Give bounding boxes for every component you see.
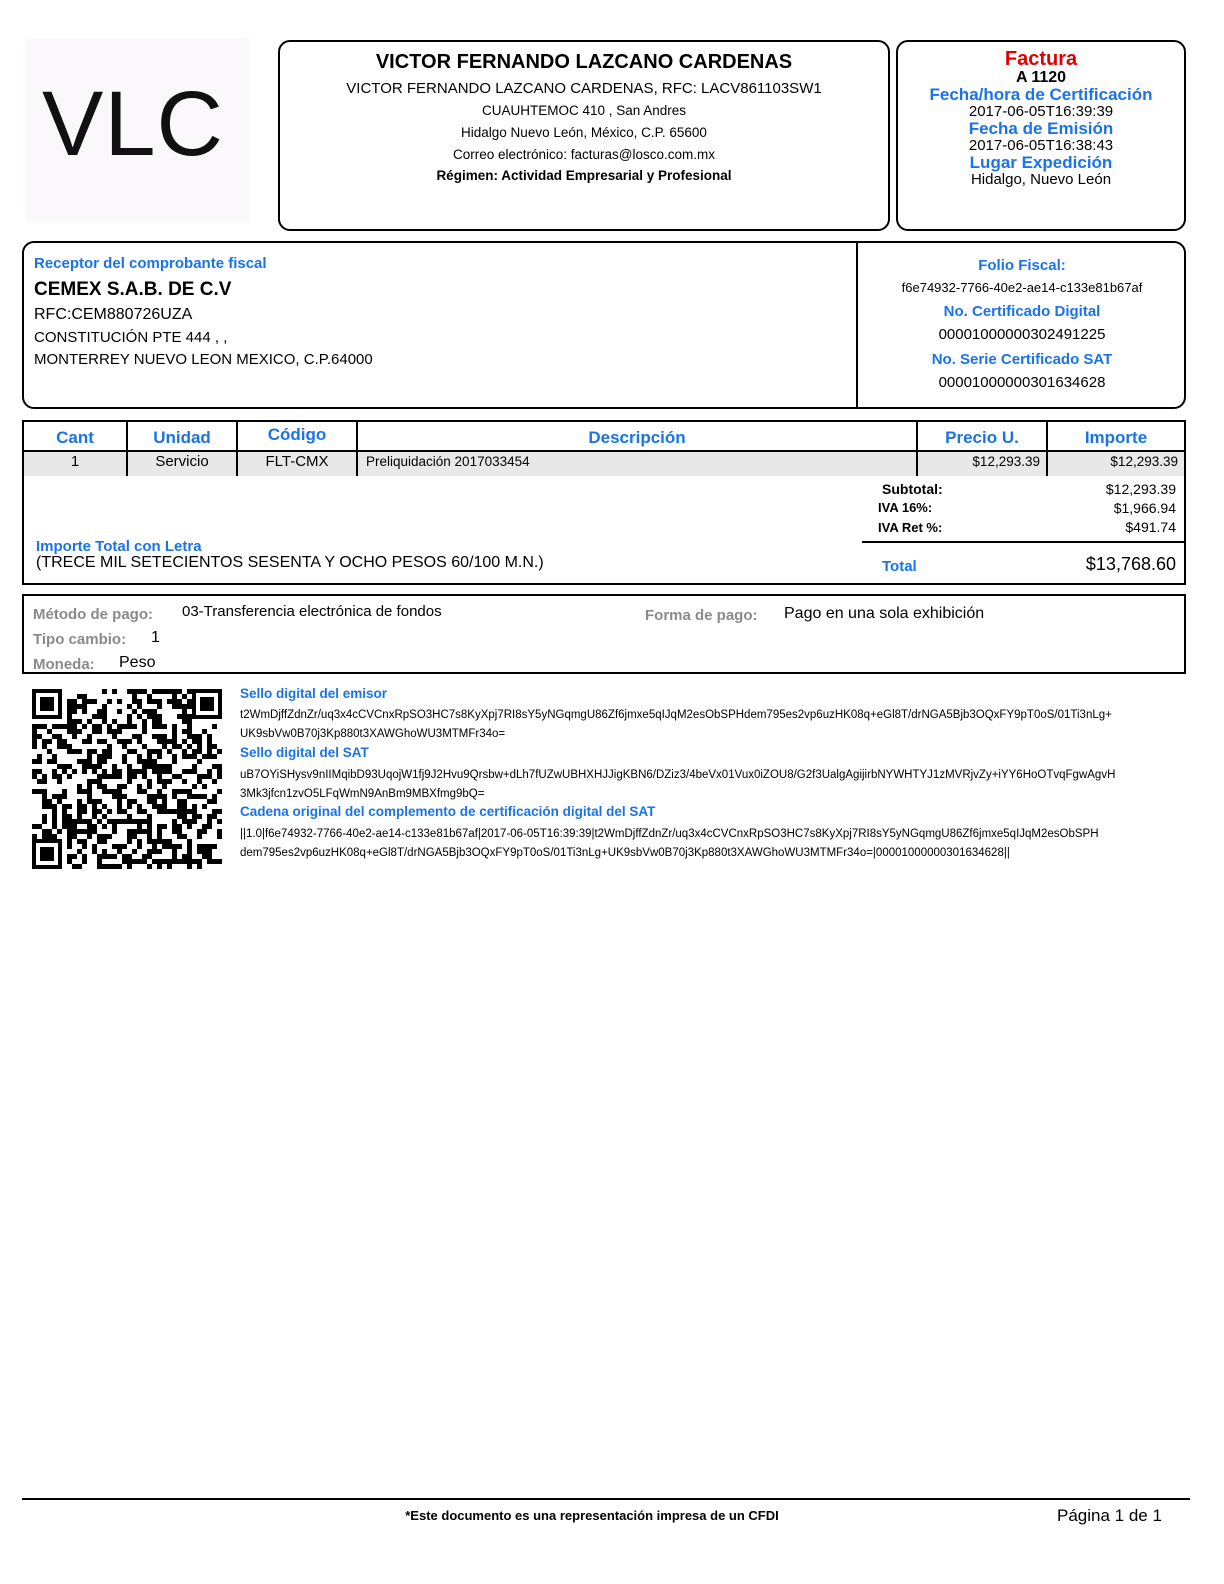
folio-label: Folio Fiscal: — [978, 257, 1066, 274]
tipo-cambio-label: Tipo cambio: — [33, 631, 127, 648]
fiscal-details — [858, 249, 1186, 391]
totals-divider — [862, 541, 1184, 543]
header-codigo: Código — [267, 425, 327, 444]
header-importe: Importe — [1084, 428, 1148, 447]
cert-number-value: 00001000000302491225 — [938, 326, 1106, 343]
invoice-title: Factura — [1004, 48, 1078, 70]
place-value: Hidalgo, Nuevo León — [970, 171, 1112, 188]
logo-text: VLC — [42, 73, 224, 175]
emission-date-value: 2017-06-05T16:38:43 — [968, 137, 1114, 154]
cert-date-label: Fecha/hora de Certificación — [929, 85, 1153, 104]
total-value: $13,768.60 — [1085, 554, 1176, 574]
emitter-street: CUAUHTEMOC 410 , San Andres — [481, 103, 687, 118]
subtotal-label: Subtotal: — [882, 481, 943, 497]
col-unidad — [128, 422, 238, 474]
iva-label: IVA 16%: — [878, 500, 933, 515]
header-cant: Cant — [56, 428, 94, 447]
cert-number-label: No. Certificado Digital — [943, 303, 1101, 320]
emitter-regimen: Régimen: Actividad Empresarial y Profesional — [436, 168, 732, 183]
footer-note: *Este documento es una representación impresa de un CFDI — [405, 1508, 779, 1523]
tipo-cambio-value: 1 — [151, 629, 160, 646]
metodo-value: 03-Transferencia electrónica de fondos — [182, 603, 442, 620]
cell-unidad: Servicio — [128, 450, 236, 476]
place-label: Lugar Expedición — [969, 153, 1113, 172]
col-cant — [24, 422, 128, 474]
moneda-label: Moneda: — [33, 656, 95, 673]
cell-codigo: FLT-CMX — [238, 450, 356, 476]
sat-seal-value: uB7OYiSHysv9nIIMqibD93UqojW1fj9J2Hvu9Qrsbw+dLh7fUZwUBHXHJJigKBN6/DZiz3/4beVx01Vux0iZOU8/G2f3UalgAgijirbNYWHTYJ1zMVRjvZy+iYY6HoOTvqFgwAgvH3Mk3jfcn1zvO5LFqWmN9AnBm9MBXfmg9bQ= — [240, 769, 1116, 800]
forma-value: Pago en una sola exhibición — [784, 605, 985, 622]
cadena-value: ||1.0|f6e74932-7766-40e2-ae14-c133e81b67af|2017-06-05T16:39:39|t2WmDjffZdnZr/uq3x4cCVCnxRpSO3HC7s8KyXpj7RI8sY5yNGqmgU86Zf6jmxe5qIJqM2esObSPHdem795es2vp6uzHK08q+eGl8T/drNGA5Bjb3OQxFY9pT0oS/01Ti3nLg+UK9sbVw0B70j3Kp880t3XAWGhoWU3MTMFr34o=|00001000000301634628|| — [240, 828, 1099, 859]
emisor-seal-label: Sello digital del emisor — [240, 686, 388, 701]
emitter-email: Correo electrónico: facturas@losco.com.mx — [452, 147, 716, 162]
company-logo — [26, 38, 250, 222]
cell-importe: $12,293.39 — [1048, 450, 1184, 476]
cell-cant: 1 — [24, 450, 126, 476]
header-precio: Precio U. — [945, 428, 1019, 447]
amount-letter-value: (TRECE MIL SETECIENTOS SESENTA Y OCHO PESOS 60/100 M.N.) — [36, 554, 544, 571]
header-unidad: Unidad — [153, 428, 211, 447]
moneda-value: Peso — [119, 654, 156, 671]
cert-date-value: 2017-06-05T16:39:39 — [968, 103, 1114, 120]
col-precio — [918, 422, 1048, 474]
cell-descripcion: Preliquidación 2017033454 — [358, 450, 916, 476]
iva-ret-value: $491.74 — [1125, 519, 1176, 535]
subtotal-value: $12,293.39 — [1105, 481, 1176, 497]
iva-ret-label: IVA Ret %: — [878, 520, 943, 535]
col-codigo — [238, 422, 358, 474]
sat-seal-label: Sello digital del SAT — [240, 745, 369, 760]
emitter-city: Hidalgo Nuevo León, México, C.P. 65600 — [461, 125, 707, 140]
sat-serial-label: No. Serie Certificado SAT — [931, 351, 1113, 368]
items-table — [22, 420, 1186, 476]
receptor-rfc: RFC:CEM880726UZA — [34, 306, 193, 323]
totals-box — [22, 476, 1186, 585]
emisor-seal-value: t2WmDjffZdnZr/uq3x4cCVCnxRpSO3HC7s8KyXpj7RI8sY5yNGqmgU86Zf6jmxe5qIJqM2esObSPHdem795es2vp6uzHK08q+eGl8T/drNGA5Bjb3OQxFY9pT0oS/01Ti3nLg+UK9sbVw0B70j3Kp880t3XAWGhoWU3MTMFr34o= — [240, 709, 1112, 740]
emission-date-label: Fecha de Emisión — [968, 119, 1114, 138]
invoice-info-box — [896, 40, 1186, 231]
header-descripcion: Descripción — [588, 428, 686, 447]
amount-letter-label: Importe Total con Letra — [36, 538, 202, 555]
receptor-name: CEMEX S.A.B. DE C.V — [34, 279, 232, 300]
col-descripcion — [358, 422, 918, 474]
receptor-address-1: CONSTITUCIÓN PTE 444 , , — [34, 329, 228, 346]
emitter-box — [278, 40, 890, 231]
footer-divider — [22, 1498, 1190, 1500]
total-label: Total — [882, 558, 917, 575]
qr-code — [32, 689, 222, 869]
sat-serial-value: 00001000000301634628 — [938, 374, 1106, 391]
cadena-label: Cadena original del complemento de certificación digital del SAT — [240, 804, 656, 819]
receptor-address-2: MONTERREY NUEVO LEON MEXICO, C.P.64000 — [34, 351, 373, 368]
emitter-name-rfc: VICTOR FERNANDO LAZCANO CARDENAS, RFC: LACV861103SW1 — [346, 80, 822, 97]
page-number: Página 1 de 1 — [1057, 1506, 1162, 1525]
col-importe — [1048, 422, 1184, 474]
receptor-title: Receptor del comprobante fiscal — [34, 255, 267, 272]
forma-label: Forma de pago: — [645, 607, 758, 624]
folio-value: f6e74932-7766-40e2-ae14-c133e81b67af — [901, 280, 1143, 295]
receptor-box — [22, 241, 1186, 409]
invoice-number: A 1120 — [1015, 69, 1067, 86]
receptor-details — [34, 255, 373, 368]
emitter-name: VICTOR FERNANDO LAZCANO CARDENAS — [375, 51, 793, 73]
payment-box — [22, 594, 1186, 674]
cell-precio: $12,293.39 — [918, 450, 1046, 476]
iva-value: $1,966.94 — [1113, 500, 1176, 516]
metodo-label: Método de pago: — [33, 606, 153, 623]
